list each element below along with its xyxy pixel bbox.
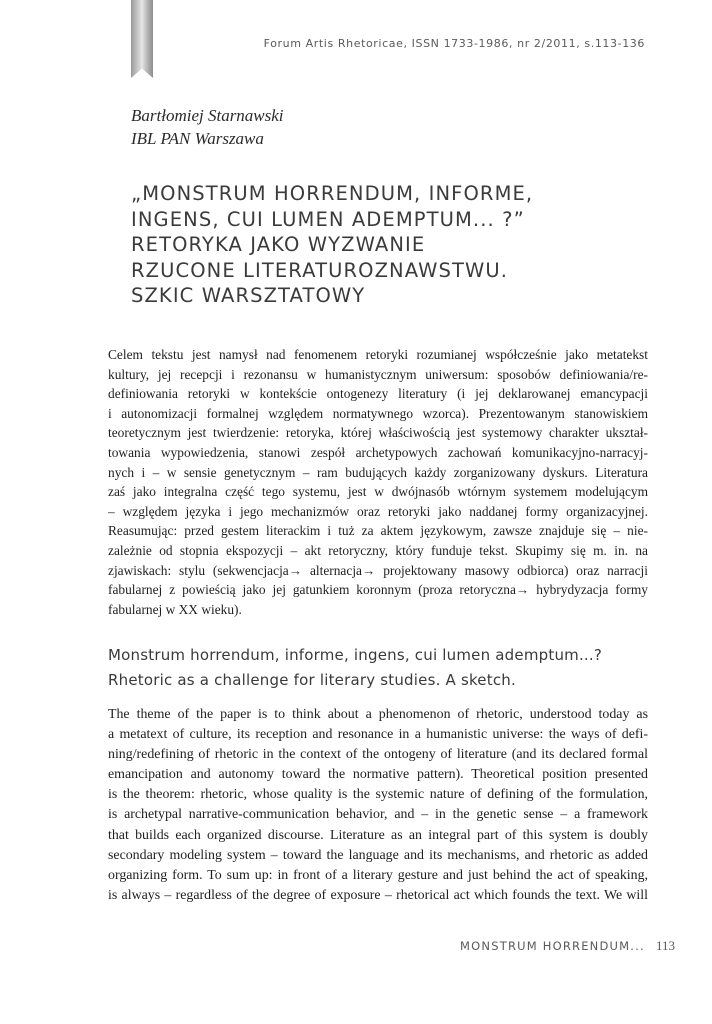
abstract-line: i autonomizacji formalnej względem normatywnego wzorca). Prezentowanym stanowiskiem (108, 405, 648, 421)
abstract-line: fabularnej z powieścią jako jej gatunkiem koronnym (proza retoryczna→ hybrydyzacja formy (108, 582, 648, 598)
abstract-line: secondary modeling system – toward the language and its mechanisms, and rhetoric as added (108, 847, 648, 863)
abstract-line: The theme of the paper is to think about a phenomenon of rhetoric, understood today as (108, 707, 648, 722)
bookmark-ribbon (131, 0, 153, 78)
abstract-line: organizing form. To sum up: in front of a literary gesture and just behind the act of speaking, (108, 867, 648, 883)
abstract-english (108, 705, 648, 906)
abstract-line: Reasumując: przed gestem literackim i tuż za aktem językowym, zawsze znajduje się – nie- (108, 523, 648, 539)
article-title (131, 181, 651, 309)
title-line: „MONSTRUM HORRENDUM, INFORME, (131, 182, 534, 205)
abstract-line: emancipation and autonomy toward the normative pattern). Theoretical position presented (108, 767, 648, 783)
abstract-line: nych i – w sensie genetycznym – ram budujących każdy zorganizowany dyskurs. Literatura (108, 464, 648, 480)
abstract-line: ning/redefining of rhetoric in the context of the ontogeny of literature (and its declared formal (108, 747, 648, 763)
page-number: 113 (655, 938, 675, 953)
abstract-line: towania wypowiedzenia, stanowi zespół archetypowych zachowań komunikacyjno-narracyj- (108, 444, 648, 460)
english-title (108, 643, 653, 693)
english-title-line: Monstrum horrendum, informe, ingens, cui lumen ademptum...? (108, 646, 603, 664)
abstract-polish (108, 345, 648, 619)
abstract-line: zaś jako integralna część tego systemu, jest w dwójnasób wtórnym systemem modelującym (108, 484, 648, 500)
title-line: RETORYKA JAKO WYZWANIE (131, 233, 426, 256)
abstract-line: Celem tekstu jest namysł nad fenomenem retoryki rozumianej współcześnie jako metatekst (108, 347, 648, 362)
abstract-line: a metatext of culture, its reception and resonance in a humanistic universe: the ways of defi- (108, 727, 648, 743)
abstract-line: that builds each organized discourse. Literature as an integral part of this system is doubly (108, 827, 648, 843)
abstract-line: is the theorem: rhetoric, whose quality is the systemic nature of defining of the formulation, (108, 787, 648, 803)
running-head: Forum Artis Rhetoricae, ISSN 1733-1986, nr 2/2011, s.113-136 (263, 37, 645, 50)
title-line: INGENS, CUI LUMEN ADEMPTUM... ?” (131, 207, 525, 231)
english-title-line: Rhetoric as a challenge for literary studies. A sketch. (108, 671, 516, 689)
abstract-line: zależnie od stopnia ekspozycji – akt retoryczny, który funduje tekst. Skupimy się m. in. na (108, 542, 648, 558)
author-affiliation: IBL PAN Warszawa (131, 129, 264, 148)
abstract-line: – względem języka i jego mechanizmów oraz retoryki jako naddanej formy organizacyjnej. (108, 503, 648, 519)
abstract-line: zjawiskach: stylu (sekwencjacja→ alternacja→ projektowany masowy odbiorca) oraz narracji (108, 562, 648, 578)
abstract-line: definiowania retoryki w kontekście ontogenezy literatury (i jej deklarowanej emancypacji (108, 386, 648, 402)
abstract-line: is always – regardless of the degree of exposure – rhetorical act which founds the text. We will (108, 887, 648, 903)
author-block (131, 104, 284, 150)
abstract-line: kultury, jej recepcji i rezonansu w humanistycznym uniwersum: sposobów definiowania/re- (108, 366, 648, 382)
abstract-line: fabularnej w XX wieku). (108, 601, 242, 617)
abstract-line: teoretycznym jest twierdzenie: retoryka, której właściwością jest systemowy charakter ukształ- (108, 425, 648, 441)
title-line: SZKIC WARSZTATOWY (131, 284, 366, 307)
footer-running-title: MONSTRUM HORRENDUM... (460, 939, 645, 953)
title-line: RZUCONE LITERATUROZNAWSTWU. (131, 258, 509, 282)
page-footer (460, 938, 675, 954)
abstract-line: is archetypal narrative-communication behavior, and – in the genetic sense – a framework (108, 807, 648, 823)
author-name: Bartłomiej Starnawski (131, 106, 284, 125)
